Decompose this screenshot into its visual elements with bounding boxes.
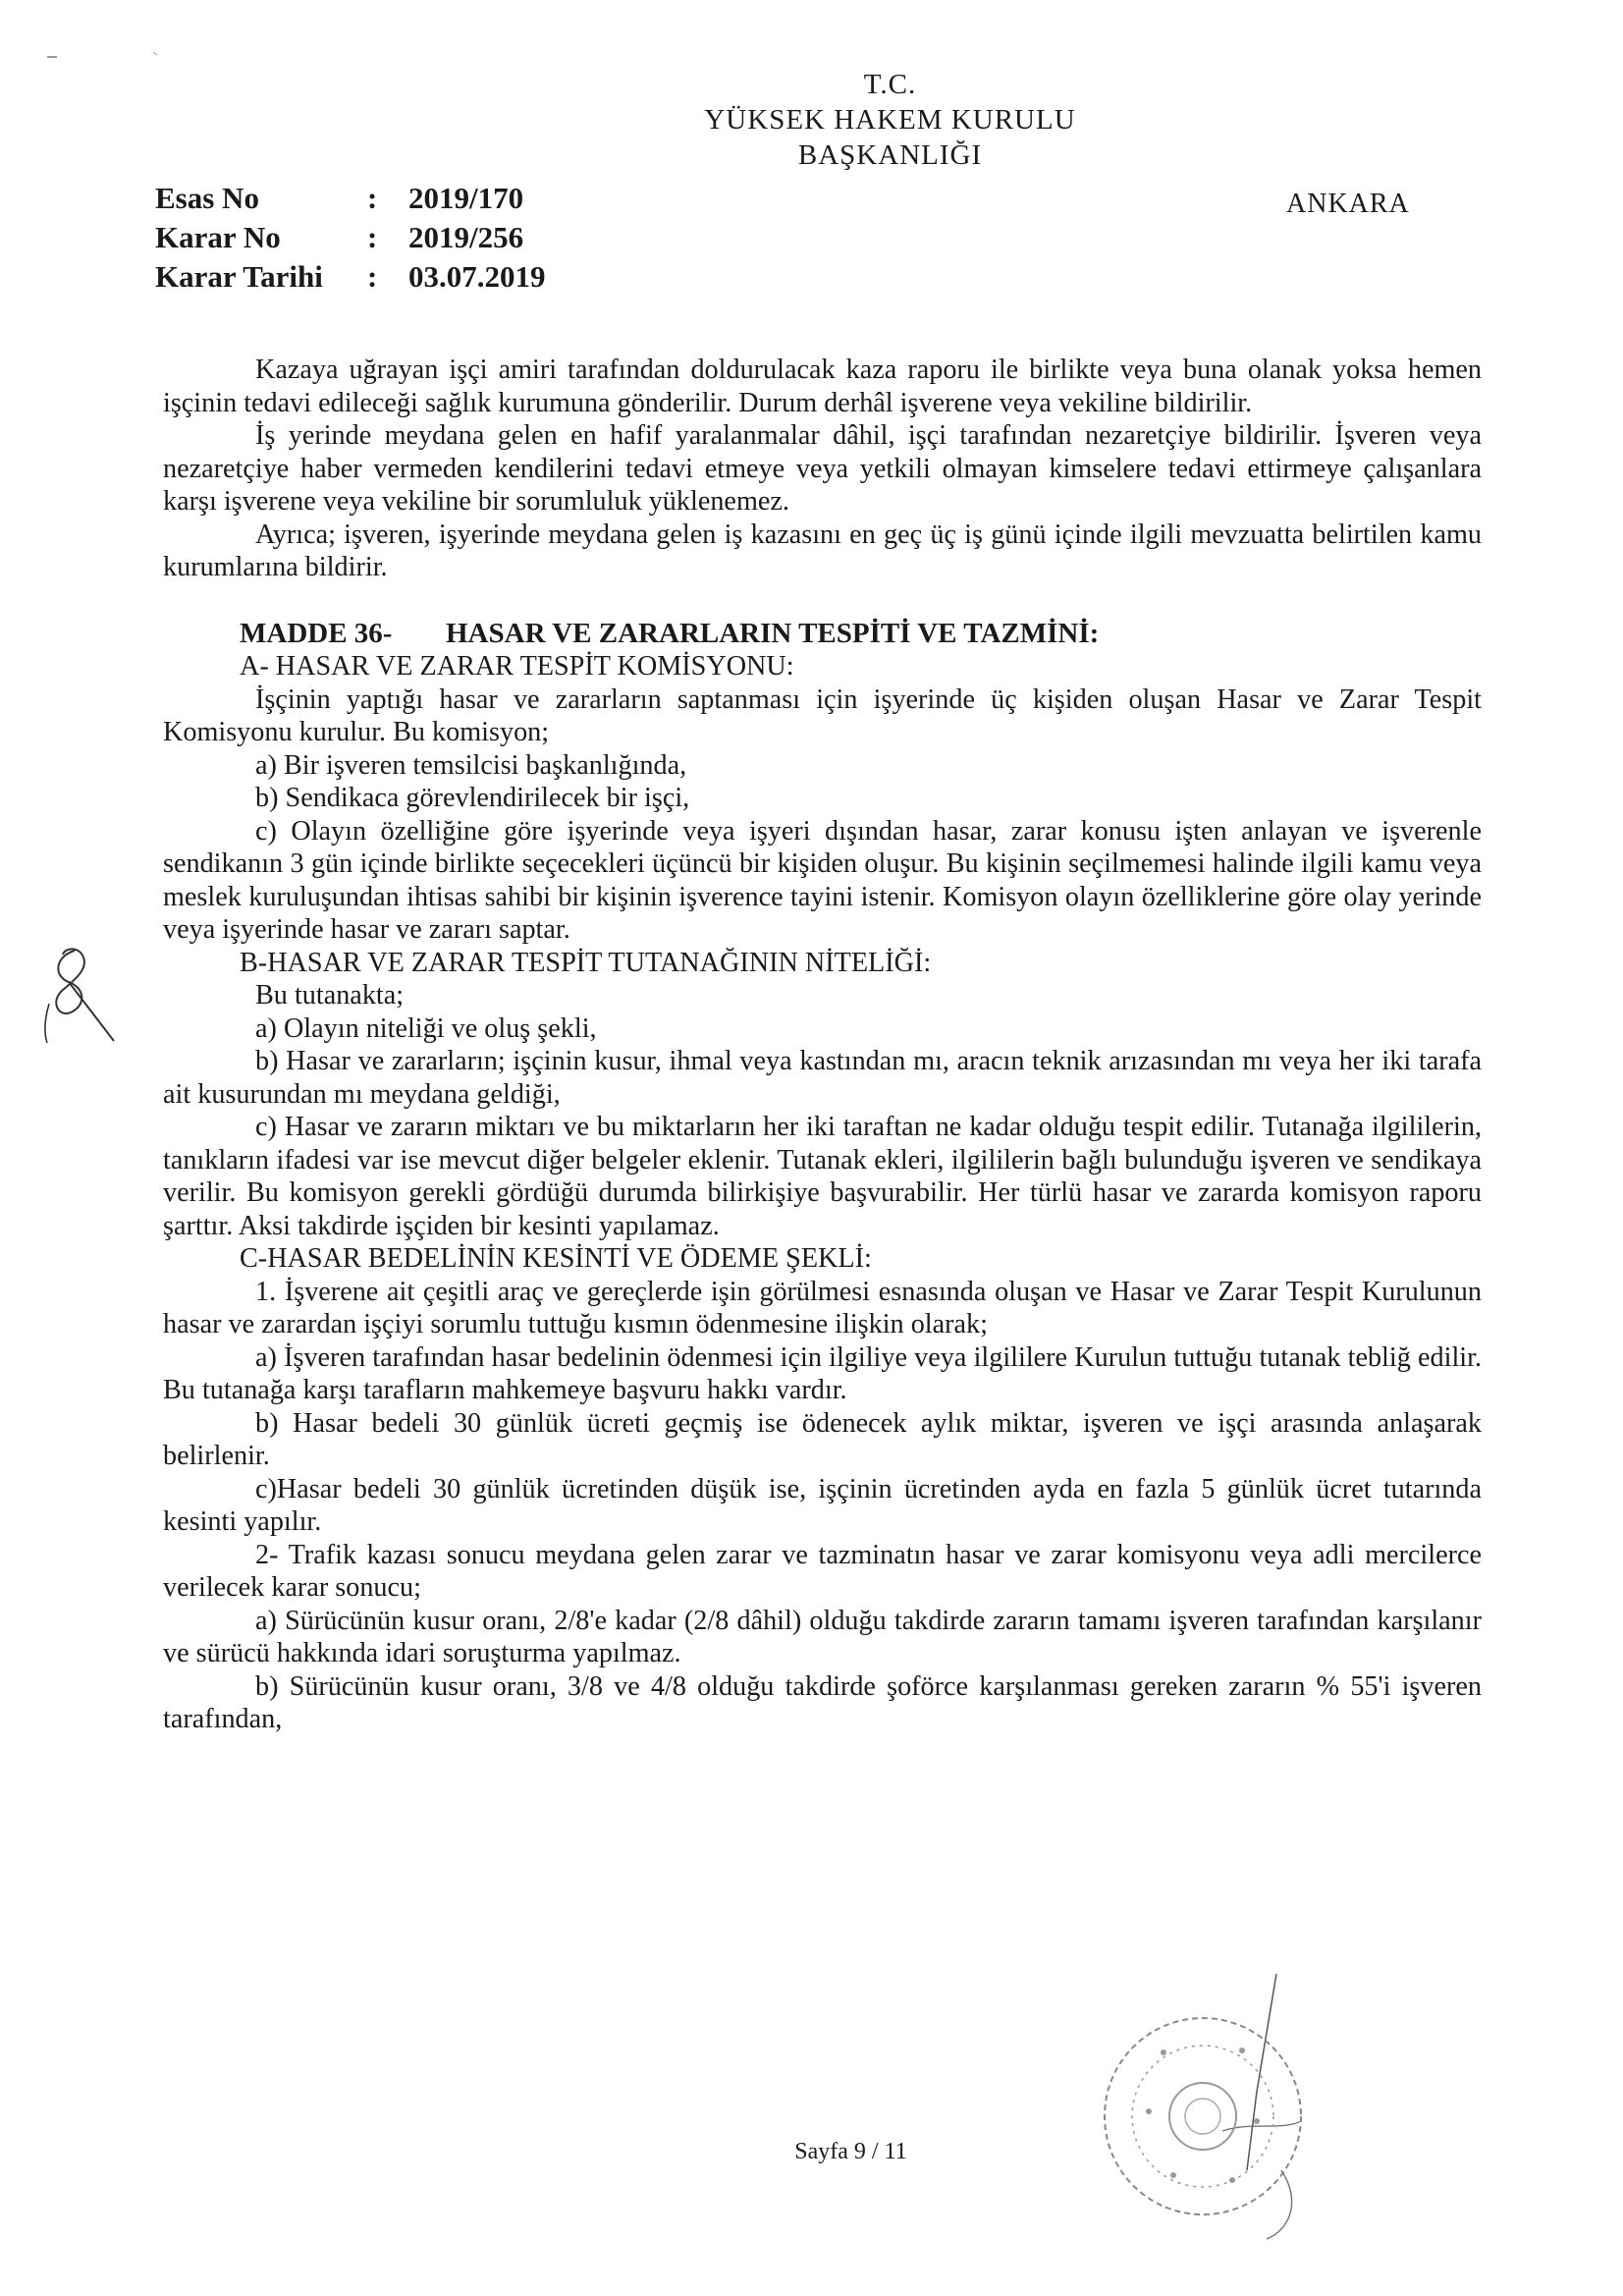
paragraph: İş yerinde meydana gelen en hafif yaralanmalar dâhil, işçi tarafından nezaretçiye bildirilir. İşveren veya nezaretçiye haber vermeden kendilerini tedavi etmeye veya yetkili olmayan kimselere tedavi ettirmeye çalışanlara karşı işverene veya vekiline bir sorumluluk yüklenemez. [163, 420, 1482, 517]
meta-separator: : [367, 259, 378, 294]
article-title: HASAR VE ZARARLARIN TESPİTİ VE TAZMİNİ: [446, 617, 1100, 649]
document-header [0, 67, 1623, 173]
header-line-institution: YÜKSEK HAKEM KURULU [704, 104, 1076, 136]
meta-label: Karar Tarihi [155, 259, 323, 294]
paragraph: Ayrıca; işveren, işyerinde meydana gelen iş kazasını en geç üç iş günü içinde ilgili mevzuatta belirtilen kamu kurumlarına bildirir. [163, 519, 1482, 582]
section-heading: B-HASAR VE ZARAR TESPİT TUTANAĞININ NİTELİĞİ: [240, 947, 932, 978]
paragraph: Bu tutanakta; [255, 980, 405, 1011]
document-body [163, 354, 1482, 1736]
meta-separator: : [367, 220, 378, 254]
meta-separator: : [367, 181, 378, 215]
list-item: b) Hasar bedeli 30 günlük ücreti geçmiş ise ödenecek aylık miktar, işveren ve işçi arasında anlaşarak belirlenir. [163, 1407, 1482, 1471]
list-item: a) Sürücünün kusur oranı, 2/8'e kadar (2/8 dâhil) olduğu takdirde zararın tamamı işveren tarafından karşılanır ve sürücü hakkında idari soruşturma yapılmaz. [163, 1605, 1482, 1668]
handwritten-initial-icon [35, 943, 143, 1051]
meta-value: 2019/256 [408, 220, 524, 254]
article-heading [163, 618, 1482, 651]
meta-value: 2019/170 [408, 181, 524, 215]
list-item: b) Hasar ve zararların; işçinin kusur, ihmal veya kastından mı, aracın teknik arızasından mı veya her iki tarafa ait kusurundan mı meydana geldiği, [163, 1046, 1482, 1110]
list-item: a) Bir işveren temsilcisi başkanlığında, [255, 749, 687, 781]
scan-marks [45, 49, 183, 69]
list-item: c) Olayın özelliğine göre işyerinde veya işyeri dışından hasar, zarar konusu işten anlayan ve işverenle sendikanın 3 gün içinde birlikte seçecekleri üçüncü bir kişiden oluşur. Bu kişinin seçilmemesi halinde ilgili kamu veya meslek kuruluşundan ihtisas sahibi bir kişinin işverence tayini istenir. Komisyon olayın özelliklerine göre olay yerinde veya işyerinde hasar ve zararı saptar. [163, 815, 1482, 945]
meta-label: Karar No [155, 220, 281, 254]
section-heading: C-HASAR BEDELİNİN KESİNTİ VE ÖDEME ŞEKLİ: [240, 1243, 872, 1274]
section-heading: A- HASAR VE ZARAR TESPİT KOMİSYONU: [240, 651, 794, 682]
page-footer [0, 2139, 1623, 2165]
paragraph: Kazaya uğrayan işçi amiri tarafından doldurulacak kaza raporu ile birlikte veya buna olanak yoksa hemen işçinin tedavi edileceği sağlık kurumuna gönderilir. Durum derhâl işverene veya vekiline bildirilir. [163, 355, 1482, 418]
meta-row-esas [155, 179, 546, 218]
list-item: a) Olayın niteliği ve oluş şekli, [255, 1012, 597, 1044]
list-item: c)Hasar bedeli 30 günlük ücretinden düşük ise, işçinin ücretinden ayda en fazla 5 günlük ücret tutarında kesinti yapılır. [163, 1473, 1482, 1537]
case-metadata [155, 179, 546, 297]
header-line-presidency: BAŞKANLIĞI [797, 139, 983, 171]
meta-row-tarih [155, 257, 546, 297]
city-label: ANKARA [1286, 189, 1410, 219]
list-item: a) İşveren tarafından hasar bedelinin ödenmesi için ilgiliye veya ilgililere Kurulun tuttuğu tutanak tebliğ edilir. Bu tutanağa karşı tarafların mahkemeye başvuru hakkı vardır. [163, 1341, 1482, 1405]
list-item: c) Hasar ve zararın miktarı ve bu miktarların her iki taraftan ne kadar olduğu tespit edilir. Tutanağa ilgililerin, tanıkların ifadesi var ise mevcut diğer belgeler eklenir. Tutanak ekleri, ilgililerin bağlı bulunduğu işveren ve sendikaya verilir. Bu komisyon gerekli gördüğü durumda bilirkişiye başvurabilir. Her türlü hasar ve zararda komisyon raporu şarttır. Aksi takdirde işçiden bir kesinti yapılamaz. [163, 1112, 1482, 1241]
header-line-tc: T.C. [863, 69, 917, 100]
meta-value: 03.07.2019 [408, 259, 546, 294]
list-item: 2- Trafik kazası sonucu meydana gelen zarar ve tazminatın hasar ve zarar komisyonu veya adli mercilerce verilecek karar sonucu; [163, 1539, 1482, 1603]
list-item: 1. İşverene ait çeşitli araç ve gereçlerde işin görülmesi esnasında oluşan ve Hasar ve Zarar Tespit Kurulunun hasar ve zarardan işçiyi sorumlu tuttuğu kısmın ödenmesine ilişkin olarak; [163, 1276, 1482, 1339]
meta-row-karar [155, 218, 546, 257]
meta-label: Esas No [155, 181, 259, 215]
page-number: Sayfa 9 / 11 [794, 2139, 907, 2164]
official-seal-stamp-icon [1055, 1974, 1350, 2259]
paragraph: İşçinin yaptığı hasar ve zararların saptanması için işyerinde üç kişiden oluşan Hasar ve Zarar Tespit Komisyonu kurulur. Bu komisyon; [163, 683, 1482, 747]
article-number: MADDE 36- [240, 617, 393, 649]
list-item: b) Sürücünün kusur oranı, 3/8 ve 4/8 olduğu takdirde şoförce karşılanması gereken zararın % 55'i işveren tarafından, [163, 1670, 1482, 1734]
list-item: b) Sendikaca görevlendirilecek bir işçi, [255, 783, 690, 813]
